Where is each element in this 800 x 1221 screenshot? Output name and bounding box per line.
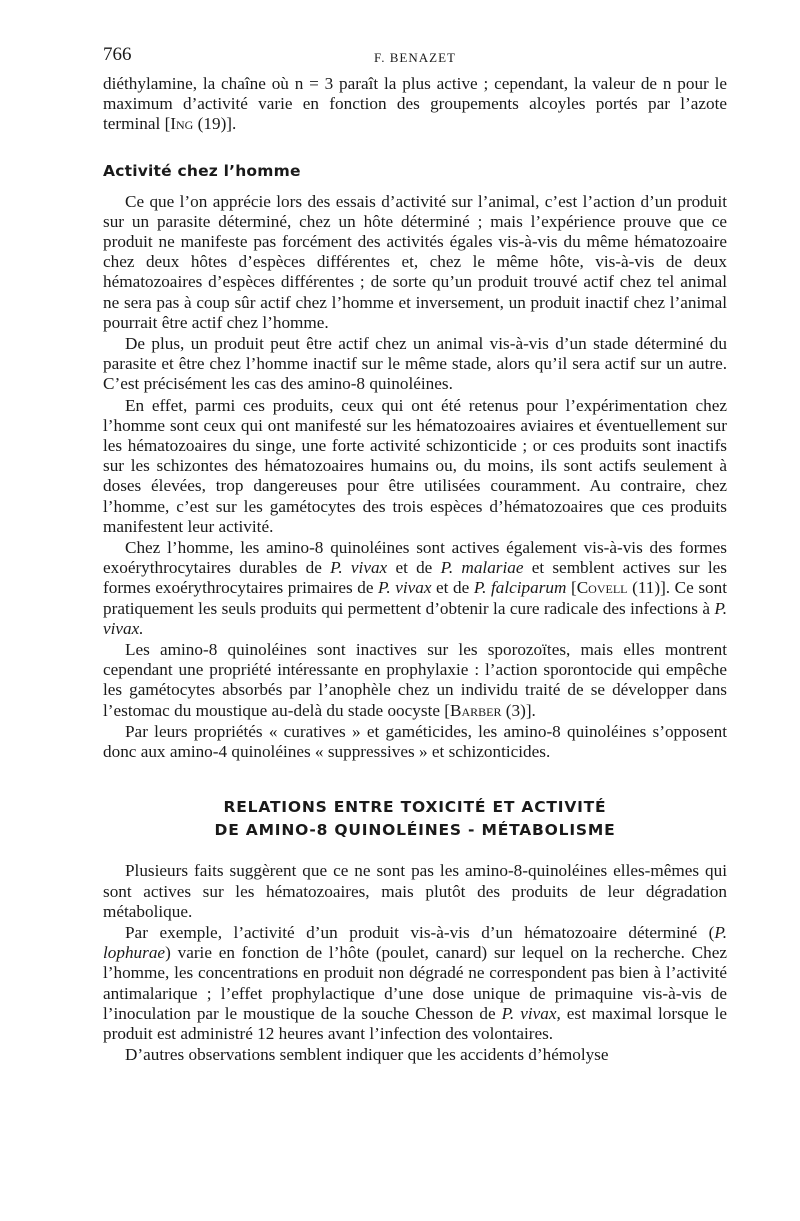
heading-line-1: RELATIONS ENTRE TOXICITÉ ET ACTIVITÉ [223, 798, 607, 817]
paragraph: Ce que l’on apprécie lors des essais d’activité sur l’animal, c’est l’action d’un produit sur un parasite déterminé, chez un hôte déterminé ; mais l’expérience prouve que ce produit ne manifeste pas forcément des activités égales vis-à-vis du même hématozoaire chez deux hôtes d’espèces différentes et, chez le même hôte, vis-à-vis de deux hématozoaires d’espèces différentes ; de sorte qu’un produit trouvé actif chez tel animal ne sera pas à coup sûr actif chez l’homme et inversement, un produit inactif chez l’animal pourrait être actif chez l’homme. [103, 191, 727, 332]
paragraph: Chez l’homme, les amino-8 quinoléines sont actives également vis-à-vis des formes exoérythrocytaires durables de P. vivax et de P. malariae et semblent actives sur les formes exoérythrocytaires primaires de P. vivax et de P. falciparum [Covell (11)]. Ce sont pratiquement les seuls produits qui permettent d’obtenir la cure radicale des infections à P. vivax. [103, 538, 727, 638]
heading-line-2: DE AMINO-8 QUINOLÉINES - MÉTABOLISME [214, 821, 616, 840]
paragraph: Plusieurs faits suggèrent que ce ne sont pas les amino-8-quinoléines elles-mêmes qui sont actives sur les hématozoaires, mais plutôt des produits de leur dégradation métabolique. [103, 861, 727, 921]
paragraph: De plus, un produit peut être actif chez un animal vis-à-vis d’un stade déterminé du parasite et être chez l’homme inactif sur le même stade, alors qu’il sera actif sur un autre. C’est précisément les cas des amino-8 quinoléines. [103, 334, 727, 394]
paragraph: En effet, parmi ces produits, ceux qui ont été retenus pour l’expérimentation chez l’homme sont ceux qui ont manifesté sur les hématozoaires aviaires et éventuellement sur les hématozoaires du singe, une forte activité schizonticide ; or ces produits sont inactifs sur les schizontes des hématozoaires humains ou, du moins, ils sont actifs seulement à doses élevées, trop dangereuses pour être utilisées couramment. Au contraire, chez l’homme, c’est sur les gamétocytes des trois espèces d’hématozoaires que ces produits manifestent leur activité. [103, 395, 727, 536]
running-author: F. BENAZET [374, 50, 456, 65]
citation-author: Barber [450, 700, 502, 720]
intro-paragraph: diéthylamine, la chaîne où n = 3 paraît la plus active ; cependant, la valeur de n pour le maximum d’activité varie en fonction des groupements alcoyles portés par l’azote terminal [Ing (19)]. [103, 74, 727, 134]
page-body [103, 40, 727, 1065]
paragraph: Par leurs propriétés « curatives » et gaméticides, les amino-8 quinoléines s’opposent donc aux amino-4 quinoléines « suppressives » et schizonticides. [103, 721, 727, 762]
citation-author: Ing [170, 114, 194, 134]
page-number: 766 [103, 44, 132, 65]
citation-author: Covell [576, 578, 628, 598]
paragraph: Par exemple, l’activité d’un produit vis-à-vis d’un hématozoaire déterminé (P. lophurae) varie en fonction de l’hôte (poulet, canard) sur lequel on la recherche. Chez l’homme, les concentrations en produit non dégradé ne correspondent pas bien à l’activité antimalarique ; l’effet prophylactique d’une dose unique de primaquine vis-à-vis de l’inoculation par le moustique de la souche Chesson de P. vivax, est maximal lorsque le produit est administré 12 heures avant l’infection des volontaires. [103, 922, 727, 1043]
paragraph: D’autres observations semblent indiquer que les accidents d’hémolyse [125, 1045, 609, 1065]
paragraph: Les amino-8 quinoléines sont inactives sur les sporozoïtes, mais elles montrent cependant une propriété intéressante en prophylaxie : l’action sporontocide qui empêche les gamétocytes absorbés par l’anophèle chez un individu traité de se développer dans l’estomac du moustique au-delà du stade oocyste [Barber (3)]. [103, 640, 727, 720]
section-heading-relations [103, 796, 727, 842]
section-heading-activity: Activité chez l’homme [103, 161, 301, 180]
running-header [103, 40, 727, 74]
